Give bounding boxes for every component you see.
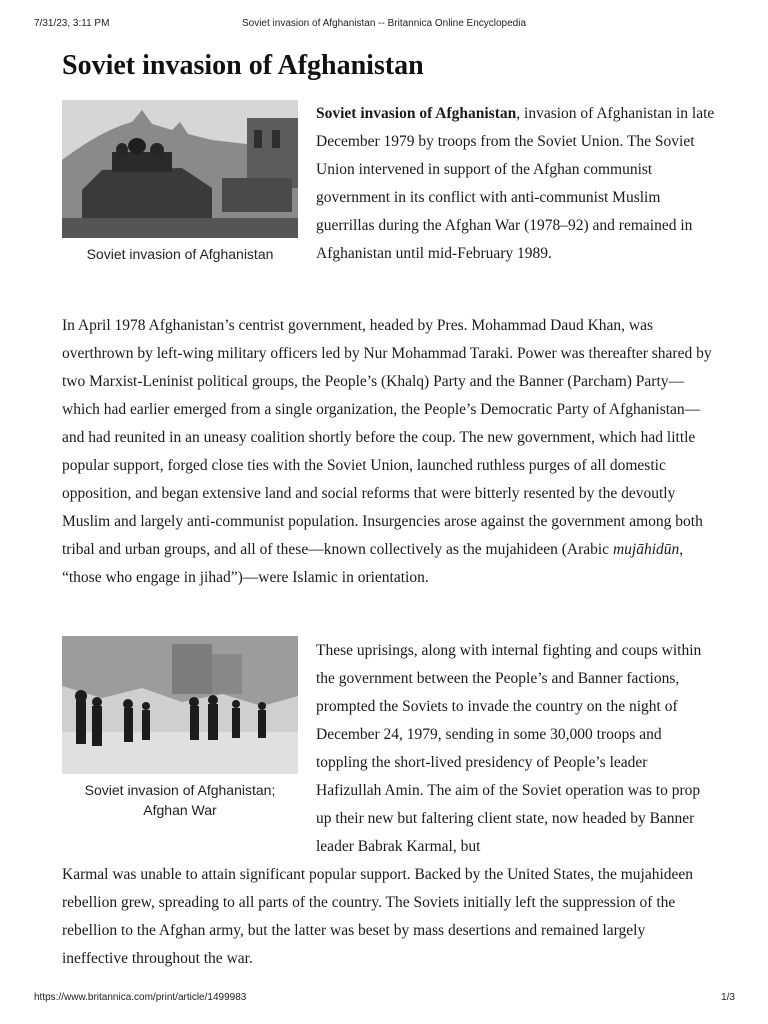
figure-caption: Soviet invasion of Afghanistan; Afghan War xyxy=(84,782,276,818)
background-paragraph xyxy=(62,312,712,592)
soldiers-photo xyxy=(62,636,298,774)
page-number: 1/3 xyxy=(721,992,735,1003)
figure-caption: Soviet invasion of Afghanistan xyxy=(86,246,274,262)
tank-photo xyxy=(62,100,298,238)
tank-photo-illustration xyxy=(62,100,298,238)
print-url: https://www.britannica.com/print/article/1499983 xyxy=(34,992,247,1003)
intro-lead-term: Soviet invasion of Afghanistan xyxy=(316,105,517,122)
article-title: Soviet invasion of Afghanistan xyxy=(62,50,424,81)
figure-tank-photo xyxy=(62,100,298,264)
background-text-start: In April 1978 Afghanistan’s centrist government, headed by Pres. Mohammad Daud Khan, was overthrown by left-wing military officers led by Nur Mohammad Taraki. Power was thereafter shared by two Marxist-Leninist political groups, the People’s (Khalq) Party and the Banner (Parcham) Party—which had earlier emerged from a single organization, the People’s Democratic Party of Afghanistan—and had reunited in an uneasy coalition shortly before the coup. The new government, which had little popular support, forged close ties with the Soviet Union, launched ruthless purges of all domestic opposition, and began extensive land and social reforms that were bitterly resented by the devoutly Muslim and largely anti-communist population. Insurgencies arose against the government among both tribal and urban groups, and all of these—known collectively as the mujahideen (Arabic xyxy=(62,317,712,558)
print-datetime: 7/31/23, 3:11 PM xyxy=(34,18,110,29)
arabic-term: mujāhidūn xyxy=(612,541,680,558)
print-document-title: Soviet invasion of Afghanistan -- Britannica Online Encyclopedia xyxy=(241,18,527,29)
background-text-end: , “those who engage in jihad”)—were Islamic in orientation. xyxy=(62,541,684,586)
intro-text: , invasion of Afghanistan in late December 1979 by troops from the Soviet Union. The Soviet Union intervened in support of the Afghan communist government in its conflict with anti-communist Muslim guerrillas during the Afghan War (1978–92) and remained in Afghanistan until mid-February 1989. xyxy=(316,105,715,262)
figure-soldiers-photo xyxy=(62,636,298,820)
intro-paragraph xyxy=(316,100,716,268)
soldiers-photo-illustration xyxy=(62,636,298,774)
continuation-paragraph: Karmal was unable to attain significant popular support. Backed by the United States, the mujahideen rebellion grew, spreading to all parts of the country. The Soviets initially left the suppression of the rebellion to the Afghan army, but the latter was beset by mass desertions and remained largely ineffective throughout the war. xyxy=(62,866,694,967)
invasion-paragraph: These uprisings, along with internal fighting and coups within the government between the People’s and Banner factions, prompted the Soviets to invade the country on the night of December 24, 1979, sending in some 30,000 troops and toppling the short-lived presidency of People’s leader Hafizullah Amin. The aim of the Soviet operation was to prop up their new but faltering client state, now headed by Banner leader Babrak Karmal, but xyxy=(316,642,702,855)
